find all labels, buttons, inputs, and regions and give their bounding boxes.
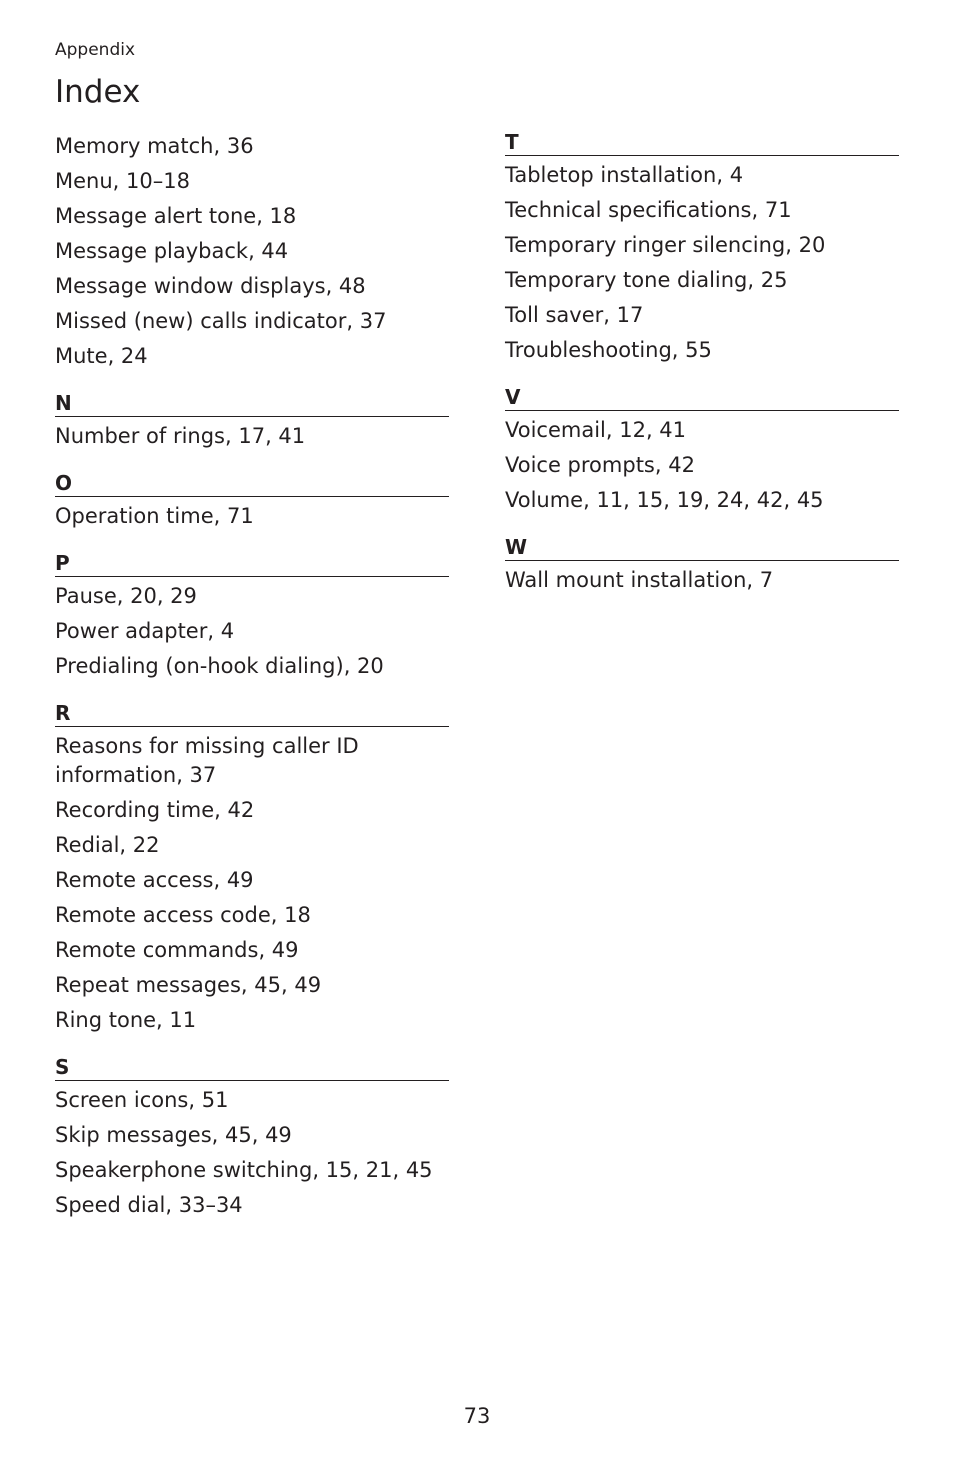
index-entry: Wall mount installation, 7 — [505, 568, 774, 592]
index-group-s — [55, 1054, 449, 1223]
index-entry: Voice prompts, 42 — [505, 453, 695, 477]
index-group-w — [505, 534, 899, 598]
index-group-p — [55, 550, 449, 684]
index-entry: Predialing (on-hook dialing), 20 — [55, 654, 384, 678]
index-entry: Missed (new) calls indicator, 37 — [55, 309, 387, 333]
index-entry: Screen icons, 51 — [55, 1088, 229, 1112]
index-entry: Skip messages, 45, 49 — [55, 1123, 292, 1147]
index-group-m — [55, 129, 449, 374]
index-letter-heading: O — [55, 470, 449, 497]
index-entry: Operation time, 71 — [55, 504, 254, 528]
page-title: Index — [55, 74, 141, 110]
index-entry: Temporary tone dialing, 25 — [505, 268, 788, 292]
index-entry: Troubleshooting, 55 — [505, 338, 712, 362]
index-entry: Toll saver, 17 — [505, 303, 644, 327]
index-letter-heading: W — [505, 534, 899, 561]
index-entry: Remote commands, 49 — [55, 938, 299, 962]
index-entry: Power adapter, 4 — [55, 619, 235, 643]
index-entry: Pause, 20, 29 — [55, 584, 197, 608]
index-entry: Remote access code, 18 — [55, 903, 311, 927]
index-group-v — [505, 384, 899, 518]
index-entry: Technical specifications, 71 — [505, 198, 792, 222]
index-entry: Menu, 10–18 — [55, 169, 190, 193]
section-label: Appendix — [55, 40, 136, 60]
index-entry: Remote access, 49 — [55, 868, 254, 892]
index-entry: Message playback, 44 — [55, 239, 289, 263]
index-entry: Redial, 22 — [55, 833, 160, 857]
index-entry: Mute, 24 — [55, 344, 148, 368]
index-letter-heading: N — [55, 390, 449, 417]
index-entry: Voicemail, 12, 41 — [505, 418, 687, 442]
index-entry: Temporary ringer silencing, 20 — [505, 233, 826, 257]
index-letter-heading: T — [505, 129, 899, 156]
index-entry: Repeat messages, 45, 49 — [55, 973, 322, 997]
index-letter-heading: P — [55, 550, 449, 577]
index-entry: Volume, 11, 15, 19, 24, 42, 45 — [505, 488, 824, 512]
index-group-n — [55, 390, 449, 454]
index-entry: Ring tone, 11 — [55, 1008, 197, 1032]
index-column-left — [55, 129, 449, 1223]
index-group-o — [55, 470, 449, 534]
index-letter-heading: V — [505, 384, 899, 411]
index-column-right — [505, 129, 899, 598]
index-entry: Memory match, 36 — [55, 134, 254, 158]
index-entry: Message window displays, 48 — [55, 274, 366, 298]
index-letter-heading: S — [55, 1054, 449, 1081]
index-entry: Reasons for missing caller ID information, 37 — [55, 734, 359, 787]
index-group-t — [505, 129, 899, 368]
index-group-r — [55, 700, 449, 1038]
page-number: 73 — [463, 1404, 491, 1428]
index-entry: Tabletop installation, 4 — [505, 163, 744, 187]
index-entry: Speed dial, 33–34 — [55, 1193, 243, 1217]
index-entry: Speakerphone switching, 15, 21, 45 — [55, 1158, 433, 1182]
index-entry: Number of rings, 17, 41 — [55, 424, 306, 448]
index-letter-heading: R — [55, 700, 449, 727]
index-entry: Recording time, 42 — [55, 798, 255, 822]
index-entry: Message alert tone, 18 — [55, 204, 297, 228]
